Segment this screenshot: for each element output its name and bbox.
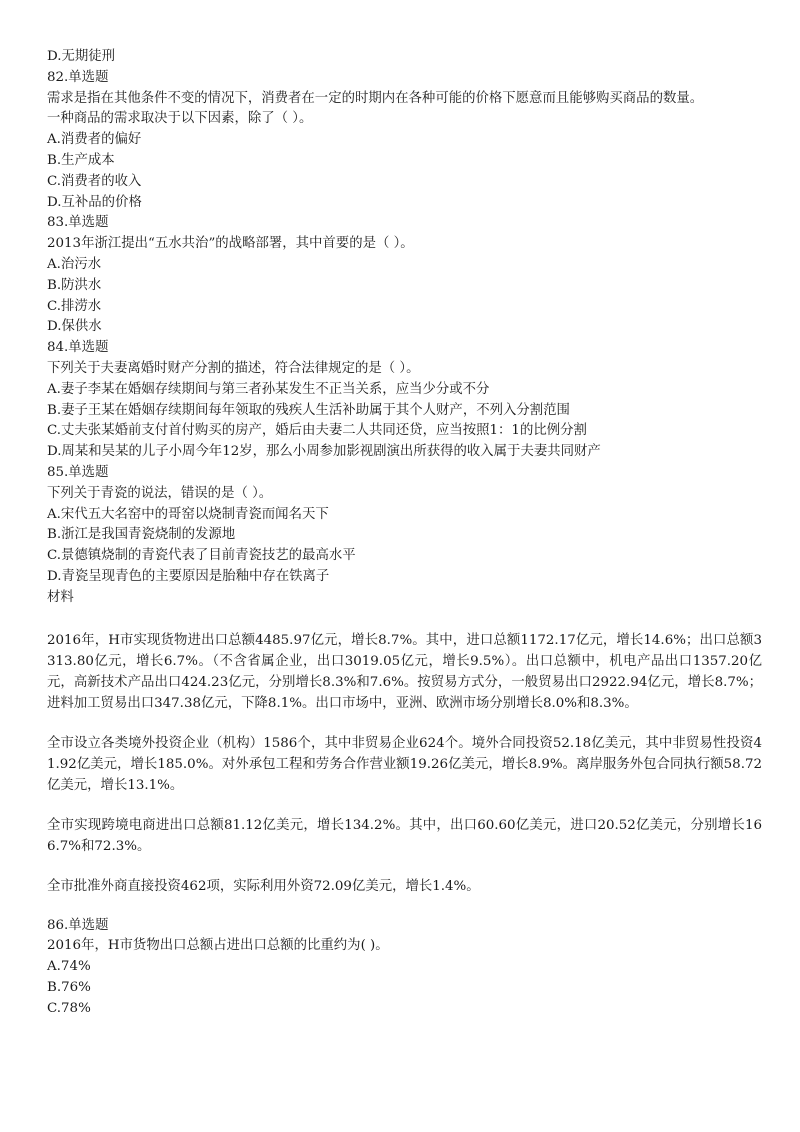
question-header: 82.单选题 (47, 69, 109, 85)
option-a: A.消费者的偏好 (47, 132, 142, 148)
option-b: B.防洪水 (47, 277, 102, 293)
question-84 (47, 338, 762, 463)
option-d: D.互补品的价格 (47, 194, 142, 210)
option-d: D.保供水 (47, 319, 102, 335)
option-a: A.治污水 (47, 256, 102, 272)
option-b: B.76% (47, 979, 91, 995)
option-c: C.排涝水 (47, 298, 102, 314)
question-stem: 需求是指在其他条件不变的情况下，消费者在一定的时期内在各种可能的价格下愿意而且能够购买商品的数量。 (47, 90, 704, 106)
option-d: D.青瓷呈现青色的主要原因是胎釉中存在铁离子 (47, 568, 330, 584)
question-stem: 下列关于夫妻离婚时财产分割的描述，符合法律规定的是（ ）。 (47, 360, 420, 376)
question-86 (47, 916, 762, 1020)
option-b: B.浙江是我国青瓷烧制的发源地 (47, 527, 236, 543)
material-paragraph-investment: 全市设立各类境外投资企业（机构）1586个，其中非贸易企业624个。境外合同投资52.18亿美元，其中非贸易性投资41.92亿美元，增长185.0%。对外承包工程和劳务合作营业额19.26亿美元，增长8.9%。离岸服务外包合同执行额58.72亿美元，增长13.1%。 (47, 735, 762, 793)
question-85 (47, 463, 762, 588)
option-a: A.74% (47, 959, 91, 975)
option-c: C.丈夫张某婚前支付首付购买的房产，婚后由夫妻二人共同还贷，应当按照1：1的比例分割 (47, 423, 587, 439)
material-paragraph-fdi: 全市批准外商直接投资462项，实际利用外资72.09亿美元，增长1.4%。 (47, 878, 480, 894)
material-paragraph-ecommerce: 全市实现跨境电商进出口总额81.12亿美元，增长134.2%。其中，出口60.60亿美元，进口20.52亿美元，分别增长166.7%和72.3%。 (47, 817, 762, 854)
option-b: B.妻子王某在婚姻存续期间每年领取的残疾人生活补助属于其个人财产，不列入分割范围 (47, 402, 570, 418)
document-page (47, 47, 762, 1020)
question-header: 86.单选题 (47, 917, 109, 933)
material-section (47, 588, 762, 897)
option-a: A.宋代五大名窑中的哥窑以烧制青瓷而闻名天下 (47, 506, 329, 522)
question-82 (47, 68, 762, 214)
option-c: C.消费者的收入 (47, 173, 142, 189)
question-stem: 2016年，H市货物出口总额占进出口总额的比重约为( )。 (47, 938, 389, 954)
question-header: 83.单选题 (47, 215, 109, 231)
question-header: 85.单选题 (47, 464, 109, 480)
question-stem-continued: 一种商品的需求取决于以下因素，除了（ ）。 (47, 111, 313, 127)
question-stem: 下列关于青瓷的说法，错误的是（ ）。 (47, 485, 273, 501)
option-a: A.妻子李某在婚姻存续期间与第三者孙某发生不正当关系，应当少分或不分 (47, 381, 490, 397)
option-b: B.生产成本 (47, 152, 115, 168)
question-header: 84.单选题 (47, 340, 109, 356)
option-c: C.78% (47, 1000, 91, 1016)
q81-option-d: D.无期徒刑 (47, 49, 116, 64)
option-d: D.周某和吴某的儿子小周今年12岁，那么小周参加影视剧演出所获得的收入属于夫妻共同财产 (47, 444, 601, 460)
question-83 (47, 213, 762, 338)
option-c: C.景德镇烧制的青瓷代表了目前青瓷技艺的最高水平 (47, 548, 356, 564)
material-label: 材料 (47, 589, 74, 605)
question-stem: 2013年浙江提出“五水共治”的战略部署，其中首要的是（ ）。 (47, 236, 414, 252)
material-paragraph-trade: 2016年，H市实现货物进出口总额4485.97亿元，增长8.7%。其中，进口总额1172.17亿元，增长14.6%；出口总额3313.80亿元，增长6.7%。（不含省属企业，出口3019.05亿元，增长9.5%）。出口总额中，机电产品出口1357.20亿元，高新技术产品出口424.23亿元，分别增长8.3%和7.6%。按贸易方式分，一般贸易出口2922.94亿元，增长8.7%；进料加工贸易出口347.38亿元，下降8.1%。出口市场中，亚洲、欧洲市场分别增长8.0%和8.3%。 (47, 632, 762, 711)
